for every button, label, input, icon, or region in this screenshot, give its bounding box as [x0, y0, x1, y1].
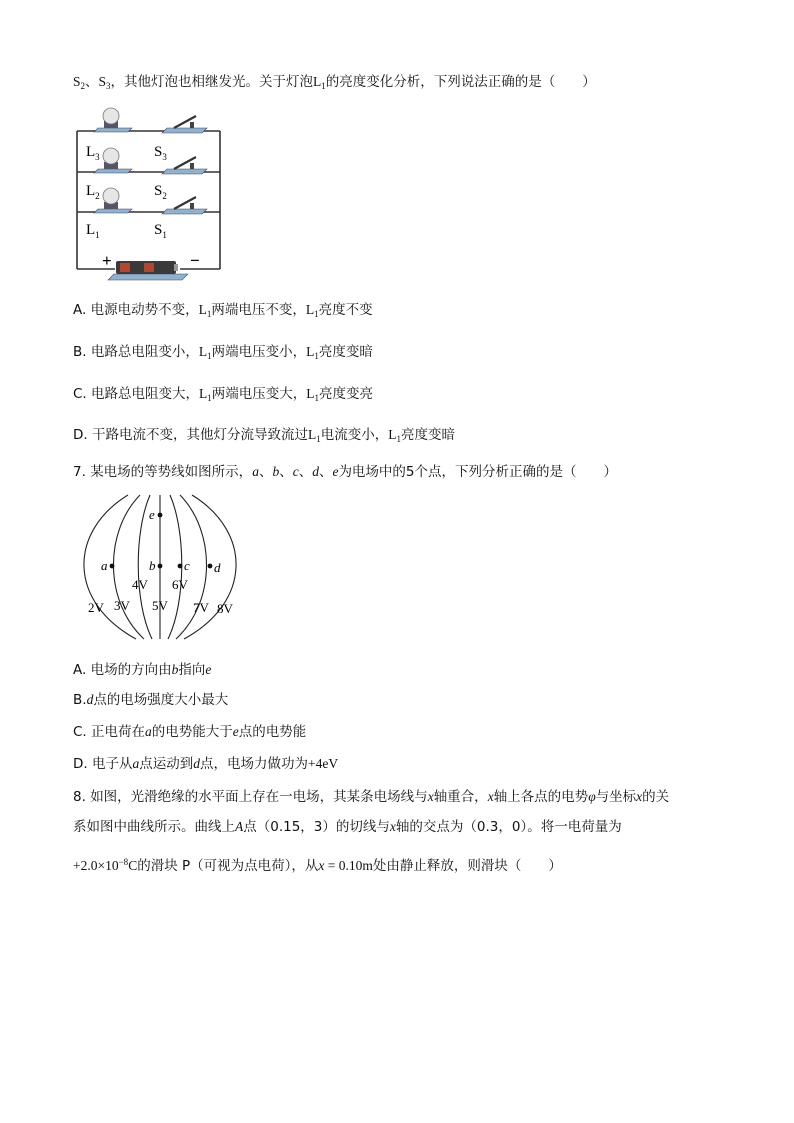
l1-symbol: L	[199, 386, 208, 401]
charge-unit: C	[128, 858, 138, 873]
point-A: A	[235, 819, 244, 834]
q8-line-3	[73, 852, 562, 876]
option-text: 亮度变亮	[319, 386, 374, 402]
option-text: 指向	[178, 662, 206, 678]
stem-text: 如图，光滑绝缘的水平面上存在一电场，其某条电场线与	[90, 789, 428, 805]
l1-subscript: 1	[316, 434, 321, 444]
bulb-l3	[94, 108, 132, 132]
point-b: b	[272, 464, 280, 479]
point-a: a	[132, 756, 140, 771]
option-text: 电路总电阻变大，	[91, 386, 200, 402]
option-text: 两端电压不变，	[211, 302, 306, 318]
separator: 、	[258, 464, 273, 480]
stem-text: 轴上各点的电势	[493, 789, 589, 805]
var-x: x	[427, 789, 434, 804]
option-letter: A.	[73, 302, 87, 318]
q7-option-d	[73, 754, 338, 774]
switch-s1	[162, 197, 207, 214]
option-letter: C.	[73, 386, 87, 402]
option-text: 两端电压变小，	[211, 344, 307, 360]
label-4v: 4V	[132, 577, 148, 592]
label-a: a	[101, 558, 108, 573]
stem-text: 为电场中的5个点，下列分析正确的是（ ）	[338, 464, 618, 480]
switch-s3	[162, 116, 207, 133]
separator: 、	[298, 464, 313, 480]
var-phi: φ	[588, 789, 596, 804]
l1-symbol: L	[307, 427, 317, 442]
label-8v: 8V	[217, 601, 233, 616]
l1-subscript: 1	[321, 81, 326, 91]
stem-text: 某电场的等势线如图所示，	[90, 464, 253, 480]
q7-option-b	[73, 690, 228, 710]
option-text: 亮度变暗	[318, 344, 373, 360]
l1-symbol: L	[306, 386, 315, 401]
work-value: +4eV	[307, 756, 339, 771]
point-d: d	[312, 464, 319, 479]
option-text: 电场的方向由	[90, 662, 172, 678]
label-l3: $L_3$	[86, 144, 100, 162]
point-b: b	[171, 662, 179, 677]
option-letter: D.	[73, 756, 88, 772]
point-e: e	[232, 724, 239, 739]
q7-option-c	[73, 722, 306, 742]
option-text: 的电势能大于	[151, 724, 233, 740]
bulb-l2	[94, 148, 132, 173]
label-b: b	[149, 558, 156, 573]
option-letter: D.	[73, 427, 88, 443]
l1-symbol: L	[306, 344, 315, 359]
intro-text-2: 的亮度变化分析，下列说法正确的是（ ）	[325, 74, 596, 90]
label-6v: 6V	[172, 577, 188, 592]
option-text: 点的电势能	[238, 724, 307, 740]
option-text: 点的电场强度大小最大	[93, 692, 229, 708]
option-text: 亮度变暗	[400, 427, 455, 443]
l1-subscript: 1	[207, 351, 212, 361]
option-text: 干路电流不变，其他灯分流导致流过	[91, 427, 308, 443]
label-l1: $L_1$	[86, 222, 100, 240]
l1-symbol: L	[198, 302, 207, 317]
q6-intro	[73, 72, 596, 96]
option-letter: B.	[73, 344, 87, 360]
q8-line-1	[73, 787, 669, 807]
s3-subscript: 3	[106, 81, 111, 91]
option-text: 点运动到	[139, 756, 194, 772]
option-letter: B.	[73, 692, 87, 708]
option-letter: C.	[73, 724, 87, 740]
point-a: a	[252, 464, 259, 479]
label-7v: 7V	[193, 600, 209, 615]
label-s3: $S_3$	[154, 144, 167, 162]
l1-subscript: 1	[206, 309, 212, 319]
battery-plus: +	[102, 251, 112, 270]
point-e: e	[205, 662, 212, 677]
stem-text: 与坐标	[595, 789, 637, 805]
l1-symbol: L	[305, 302, 315, 317]
q7-option-a	[73, 660, 211, 680]
option-text: 亮度不变	[318, 302, 373, 318]
point-e: e	[332, 464, 339, 479]
equipotential-diagram	[76, 492, 248, 642]
option-text: 正电荷在	[91, 724, 146, 740]
stem-text: 的滑块 P（可视为点电荷），从	[137, 858, 319, 874]
option-text: 点，电场力做功为	[199, 756, 308, 772]
point-d: d	[86, 692, 94, 707]
l1-symbol: L	[198, 344, 208, 359]
label-3v: 3V	[114, 598, 130, 613]
point-a: a	[145, 724, 152, 739]
q8-line-2	[73, 817, 622, 837]
s2-symbol: S	[73, 74, 81, 89]
stem-text: 处由静止释放，则滑块（ ）	[372, 858, 562, 874]
bulb-l1	[94, 188, 132, 213]
var-x: x	[389, 819, 396, 834]
point-c: c	[292, 464, 299, 479]
stem-text: 系如图中曲线所示。曲线上	[73, 819, 235, 835]
l1-subscript: 1	[314, 393, 320, 403]
battery-minus: −	[190, 251, 200, 270]
s3-symbol: S	[98, 74, 107, 89]
l1-symbol: L	[388, 427, 397, 442]
stem-text: 轴重合，	[433, 789, 488, 805]
option-letter: A.	[73, 662, 87, 678]
option-text: 两端电压变大，	[211, 386, 307, 402]
separator: 、	[318, 464, 333, 480]
label-s2: $S_2$	[154, 183, 167, 201]
var-x: x	[318, 858, 325, 873]
intro-text-1: ，其他灯泡也相继发光。关于灯泡	[110, 74, 314, 90]
charge-coefficient: +2.0×10	[73, 858, 119, 873]
stem-text: 点（0.15，3）的切线与	[243, 819, 390, 835]
battery	[108, 261, 188, 280]
separator: 、	[279, 464, 293, 480]
s2-subscript: 2	[80, 81, 86, 91]
option-text: 电源电动势不变，	[90, 302, 199, 318]
l1-subscript: 1	[314, 309, 319, 319]
l1-symbol: L	[313, 74, 322, 89]
label-s1: $S_1$	[154, 222, 167, 240]
var-x: x	[636, 789, 643, 804]
q6-option-a	[73, 300, 373, 324]
position-value: = 0.10m	[324, 858, 373, 873]
q7-stem	[73, 462, 617, 482]
charge-exponent: −8	[118, 857, 129, 867]
label-5v: 5V	[152, 598, 168, 613]
question-number: 7.	[73, 464, 86, 480]
option-text: 电流变小，	[320, 427, 389, 443]
label-2v: 2V	[88, 600, 104, 615]
q6-option-b	[73, 342, 373, 366]
separator: 、	[85, 74, 99, 90]
circuit-diagram	[70, 104, 230, 286]
label-c: c	[184, 558, 190, 573]
label-l2: $L_2$	[86, 183, 100, 201]
potential-labels	[88, 577, 234, 616]
stem-text: 的关	[642, 789, 670, 805]
l1-subscript: 1	[396, 434, 401, 444]
option-text: 电路总电阻变小，	[90, 344, 199, 360]
l1-subscript: 1	[207, 393, 212, 403]
stem-text: 轴的交点为（0.3，0）。将一电荷量为	[395, 819, 622, 835]
label-e: e	[149, 507, 155, 522]
l1-subscript: 1	[314, 351, 319, 361]
option-text: 电子从	[91, 756, 133, 772]
point-d: d	[193, 756, 200, 771]
label-d: d	[214, 560, 221, 575]
question-number: 8.	[73, 789, 86, 805]
var-x: x	[487, 789, 494, 804]
switch-s2	[162, 157, 207, 174]
q6-option-c	[73, 384, 373, 408]
q6-option-d	[73, 425, 455, 449]
